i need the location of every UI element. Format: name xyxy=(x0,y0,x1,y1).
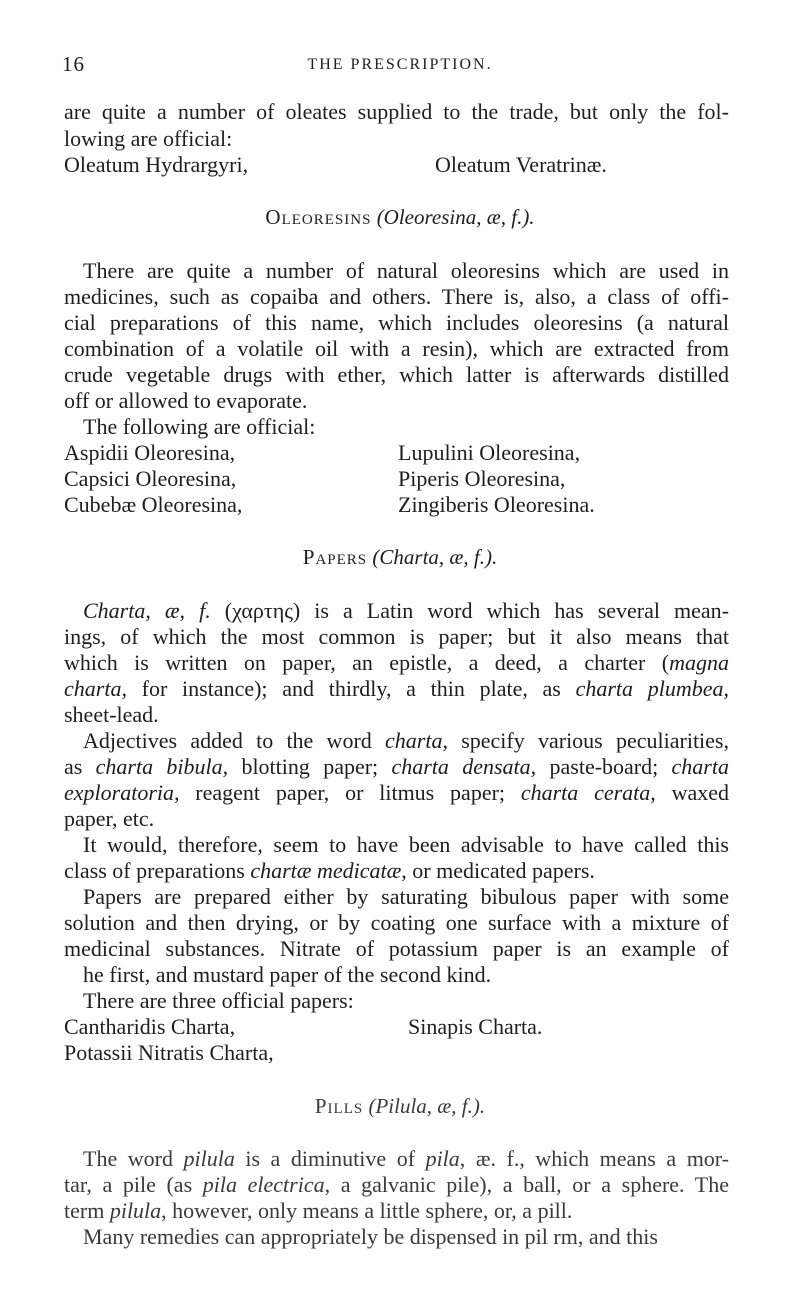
latin-term: chartæ medicatæ, xyxy=(250,858,407,883)
latin-term: exploratoria, xyxy=(64,780,180,805)
text-line: medicines, such as copaiba and others. There is, also, a class of offi- xyxy=(64,284,729,309)
text-span: is a diminutive of xyxy=(234,1146,426,1171)
running-title: THE PRESCRIPTION. xyxy=(307,56,493,73)
latin-term: pila electrica xyxy=(202,1172,325,1197)
page-number: 16 xyxy=(62,52,85,76)
text-span: The word xyxy=(83,1146,184,1171)
list-item: Cantharidis Charta, xyxy=(64,1014,236,1039)
latin-term: Charta, æ, f. xyxy=(83,598,211,623)
text-line: combination of a volatile oil with a resin), which are extracted from xyxy=(64,336,729,361)
text-line: sheet-lead. xyxy=(64,702,159,727)
latin-term: pila xyxy=(425,1146,460,1171)
heading-latin: (Charta, æ, f.). xyxy=(372,545,498,569)
heading-latin: (Oleoresina, æ, f.). xyxy=(376,205,535,229)
section-heading-papers xyxy=(0,545,800,570)
text-span: for instance); and thirdly, a thin plate, as xyxy=(126,676,576,701)
text-line xyxy=(64,860,595,882)
latin-term: pilula xyxy=(183,1146,235,1171)
text-span: term xyxy=(64,1198,110,1223)
heading-name: Oleoresins xyxy=(265,205,372,229)
text-line xyxy=(83,600,729,622)
text-span: paste-board; xyxy=(536,754,672,779)
latin-term: magna xyxy=(669,650,729,675)
list-item: Capsici Oleoresina, xyxy=(64,466,237,491)
list-item: Sinapis Charta. xyxy=(408,1014,543,1039)
text-span: waxed xyxy=(655,780,729,805)
latin-term: charta plumbea, xyxy=(575,676,729,701)
text-line xyxy=(64,782,729,804)
list-item: Aspidii Oleoresina, xyxy=(64,440,236,465)
text-span: blotting paper; xyxy=(228,754,392,779)
heading-name: Papers xyxy=(302,545,368,569)
heading-latin: (Pilula, æ, f.). xyxy=(368,1094,486,1118)
text-line: Papers are prepared either by saturating bibulous paper with some xyxy=(83,884,729,909)
text-line: crude vegetable drugs with ether, which latter is afterwards distilled xyxy=(64,362,729,387)
text-line: It would, therefore, seem to have been advisable to have called this xyxy=(83,832,729,857)
text-span: as xyxy=(64,754,96,779)
text-span: , a galvanic pile), a ball, or a sphere. The xyxy=(324,1172,730,1197)
text-line xyxy=(83,1148,729,1170)
text-span: Adjectives added to the word xyxy=(83,728,386,753)
text-line xyxy=(64,756,729,778)
text-line: off or allowed to evaporate. xyxy=(64,388,308,413)
text-span: class of preparations xyxy=(64,858,251,883)
text-span: or medicated papers. xyxy=(406,858,595,883)
text-span: which is written on paper, an epistle, a deed, a charter ( xyxy=(64,650,670,675)
text-span: tar, a pile (as xyxy=(64,1172,203,1197)
list-item: Cubebæ Oleoresina, xyxy=(64,492,243,517)
list-item: Lupulini Oleoresina, xyxy=(398,440,581,465)
text-line: solution and then drying, or by coating one surface with a mixture of xyxy=(64,910,729,935)
heading-name: Pills xyxy=(314,1094,364,1118)
text-line: There are three official papers: xyxy=(83,988,354,1013)
latin-term: charta cerata, xyxy=(520,780,656,805)
text-line xyxy=(83,730,729,752)
latin-term: charta, xyxy=(385,728,448,753)
latin-term: charta, xyxy=(64,676,127,701)
text-line: medicinal substances. Nitrate of potassium paper is an example of xyxy=(64,936,729,961)
text-line: paper, etc. xyxy=(64,806,155,831)
section-heading-pills xyxy=(0,1094,800,1119)
latin-term: charta densata, xyxy=(391,754,537,779)
text-line: lowing are official: xyxy=(64,126,233,151)
section-heading-oleoresins xyxy=(0,205,800,230)
list-item: Oleatum Hydrargyri, xyxy=(64,152,249,177)
latin-term: charta bibula, xyxy=(95,754,229,779)
text-span: , æ. f., which means a mor- xyxy=(459,1146,730,1171)
text-span: (χαρτης) is a Latin word which has several mean- xyxy=(210,598,729,623)
text-line xyxy=(64,1174,729,1196)
text-line: he first, and mustard paper of the second kind. xyxy=(83,962,492,987)
list-item: Zingiberis Oleoresina. xyxy=(398,492,595,517)
text-line: are quite a number of oleates supplied to the trade, but only the fol- xyxy=(64,99,729,124)
list-item: Piperis Oleoresina, xyxy=(398,466,566,491)
text-line: Many remedies can appropriately be dispensed in pil rm, and this xyxy=(83,1224,658,1249)
latin-term: pilula xyxy=(109,1198,162,1223)
text-line: ings, of which the most common is paper; but it also means that xyxy=(64,624,729,649)
text-line xyxy=(64,652,729,674)
list-item: Potassii Nitratis Charta, xyxy=(64,1040,274,1065)
text-line: There are quite a number of natural oleoresins which are used in xyxy=(83,258,729,283)
text-span: reagent paper, or litmus paper; xyxy=(179,780,521,805)
latin-term: charta xyxy=(671,754,729,779)
text-line xyxy=(64,1200,572,1222)
text-line: The following are official: xyxy=(83,414,316,439)
text-span: , however, only means a little sphere, or, a pill. xyxy=(161,1198,573,1223)
text-line xyxy=(64,678,729,700)
text-span: specify various peculiarities, xyxy=(447,728,729,753)
text-line: cial preparations of this name, which includes oleoresins (a natural xyxy=(64,310,729,335)
list-item: Oleatum Veratrinæ. xyxy=(435,152,607,177)
